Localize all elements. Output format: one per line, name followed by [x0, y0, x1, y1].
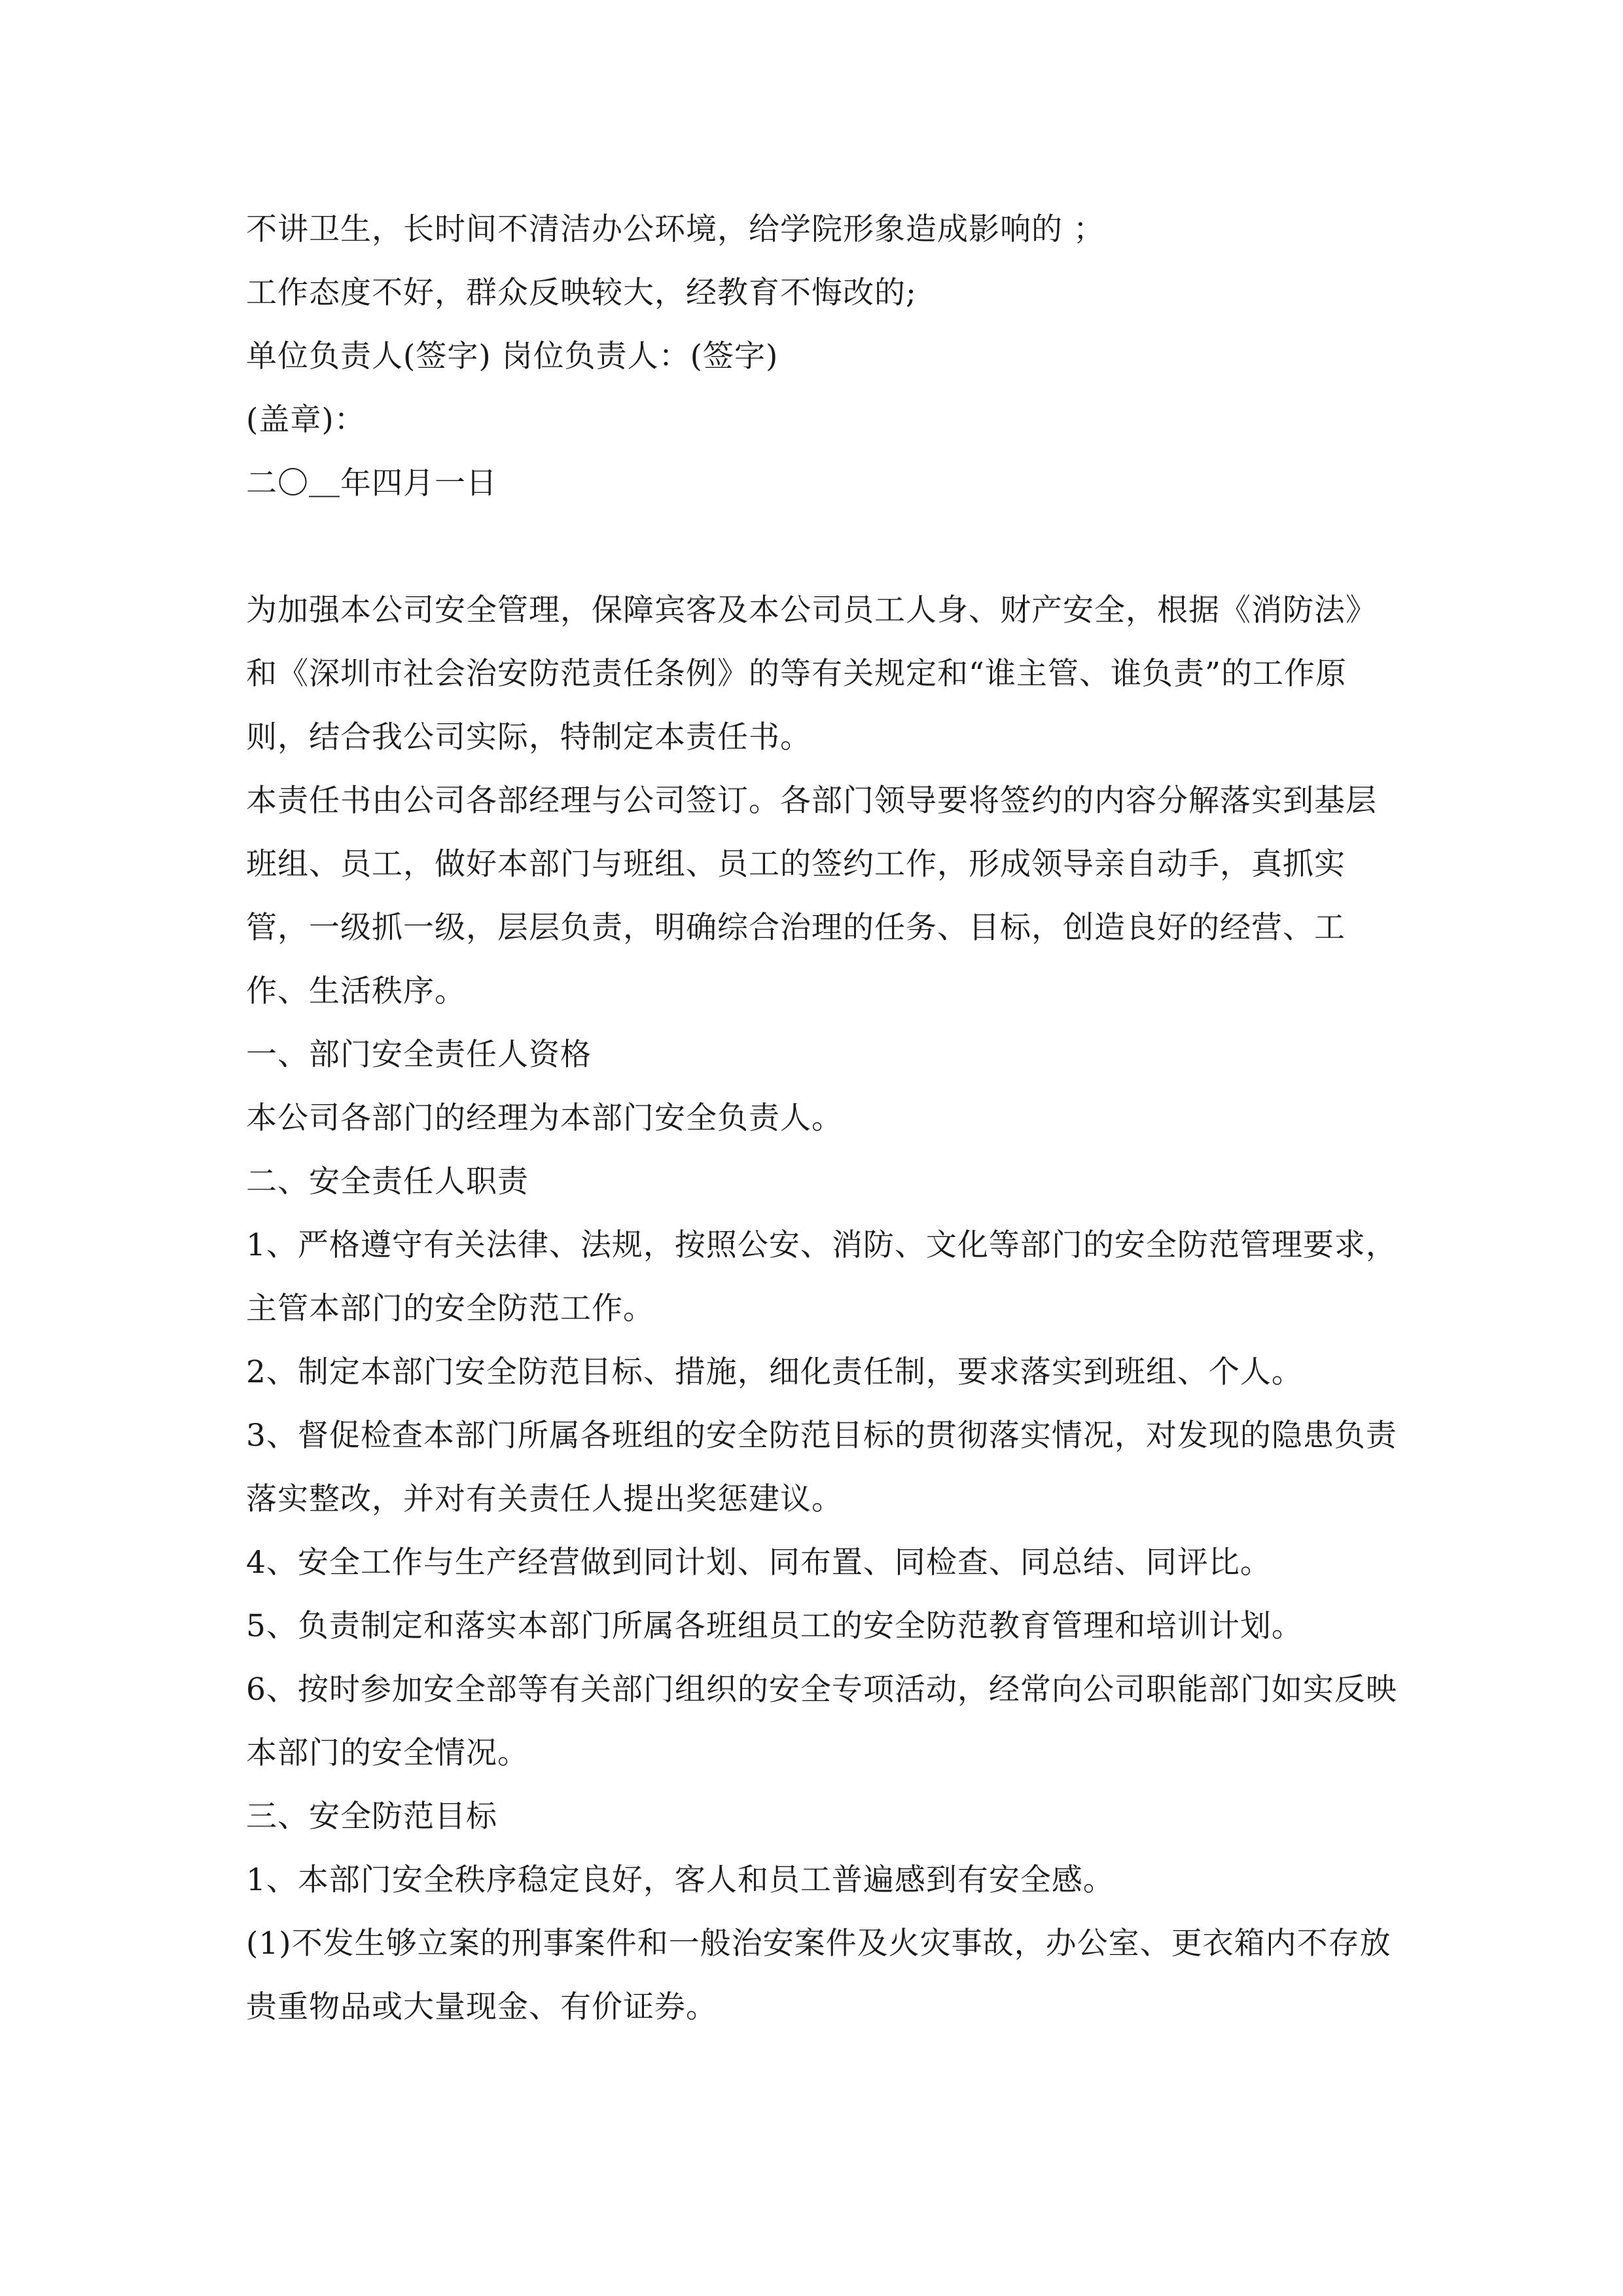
paragraph-gap	[246, 515, 1398, 579]
paragraph: 不讲卫生，长时间不清洁办公环境，给学院形象造成影响的 ；	[246, 211, 1105, 247]
paragraph: 工作态度不好，群众反映较大，经教育不悔改的;	[246, 275, 917, 311]
seal-line: (盖章)：	[246, 402, 366, 438]
paragraph: 为加强本公司安全管理，保障宾客及本公司员工人身、财产安全，根据《消防法》和《深圳市社会治安防范责任条例》的等有关规定和“谁主管、谁负责”的工作原则，结合我公司实际，特制定本责任书。	[246, 592, 1377, 755]
list-item: 3、督促检查本部门所属各班组的安全防范目标的贯彻落实情况，对发现的隐患负责落实整改，并对有关责任人提出奖惩建议。	[246, 1418, 1397, 1517]
list-item: 5、负责制定和落实本部门所属各班组员工的安全防范教育管理和培训计划。	[246, 1608, 1303, 1644]
section-heading: 一、部门安全责任人资格	[246, 1037, 592, 1073]
paragraph: 本责任书由公司各部经理与公司签订。各部门领导要将签约的内容分解落实到基层班组、员工，做好本部门与班组、员工的签约工作，形成领导亲自动手，真抓实管，一级抓一级，层层负责，明确综合治理的任务、目标，创造良好的经营、工作、生活秩序。	[246, 783, 1377, 1009]
list-item: 1、本部门安全秩序稳定良好，客人和员工普遍感到有安全感。	[246, 1862, 1115, 1898]
list-item: 6、按时参加安全部等有关部门组织的安全专项活动，经常向公司职能部门如实反映本部门的安全情况。	[246, 1672, 1397, 1771]
document-body	[246, 198, 1398, 2039]
paragraph: 本公司各部门的经理为本部门安全负责人。	[246, 1100, 843, 1136]
section-heading: 三、安全防范目标	[246, 1799, 497, 1835]
list-item: (1)不发生够立案的刑事案件和一般治安案件及火灾事故，办公室、更衣箱内不存放贵重物品或大量现金、有价证券。	[246, 1926, 1391, 2025]
list-item: 2、制定本部门安全防范目标、措施，细化责任制，要求落实到班组、个人。	[246, 1354, 1303, 1390]
section-heading: 二、安全责任人职责	[246, 1164, 529, 1200]
list-item: 4、安全工作与生产经营做到同计划、同布置、同检查、同总结、同评比。	[246, 1545, 1272, 1581]
list-item: 1、严格遵守有关法律、法规，按照公安、消防、文化等部门的安全防范管理要求，主管本部门的安全防范工作。	[246, 1227, 1397, 1327]
signature-line: 单位负责人(签字) 岗位负责人：(签字)	[246, 338, 779, 374]
date-line: 二〇＿年四月一日	[246, 465, 497, 501]
